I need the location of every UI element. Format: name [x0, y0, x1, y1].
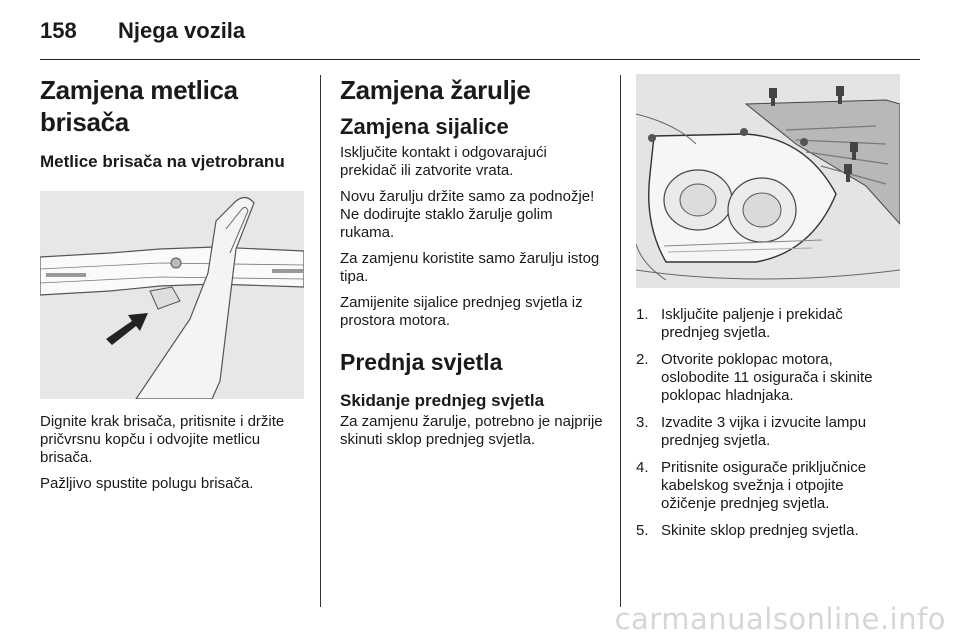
wiper-paragraph-2: Pažljivo spustite polugu brisača. [40, 475, 254, 492]
wiper-blade-drawing [40, 191, 304, 399]
step-text: Izvadite 3 vijka i izvucite lampu prednjeg svjetla. [661, 414, 867, 449]
step-number: 4. [636, 459, 649, 476]
watermark: carmanualsonline.info [614, 602, 946, 636]
step-item [636, 459, 900, 513]
wiper-illustration [40, 191, 304, 399]
step-item [636, 414, 900, 450]
headlight-illustration [636, 74, 900, 288]
bulb-subtitle: Zamjena sijalice [340, 114, 509, 139]
step-text: Skinite sklop prednjeg svjetla. [661, 522, 859, 539]
step-number: 2. [636, 351, 649, 368]
headlight-removal-paragraph: Za zamjenu žarulje, potrebno je najprije skinuti sklop prednjeg svjetla. [340, 413, 603, 448]
step-item [636, 522, 900, 540]
wiper-title: Zamjena metlica brisača [40, 75, 238, 137]
step-number: 5. [636, 522, 649, 539]
headlight-drawing [636, 74, 900, 288]
middle-column [340, 74, 604, 457]
bulb-paragraph-4: Zamijenite sijalice prednjeg svjetla iz prostora motora. [340, 294, 583, 329]
bulb-paragraph-3: Za zamjenu koristite samo žarulju istog tipa. [340, 250, 600, 285]
step-number: 3. [636, 414, 649, 431]
bulb-paragraph-2: Novu žarulju držite samo za podnožje! Ne dodirujte staklo žarulje golim rukama. [340, 188, 595, 241]
page-header [40, 14, 245, 48]
step-number: 1. [636, 306, 649, 323]
page-number: 158 [40, 18, 77, 43]
bulb-title: Zamjena žarulje [340, 75, 531, 105]
headlight-removal-heading: Skidanje prednjeg svjetla [340, 391, 545, 410]
step-text: Isključite paljenje i prekidač prednjeg svjetla. [661, 306, 843, 341]
headlight-steps-list [636, 306, 900, 540]
section-title: Njega vozila [118, 18, 246, 43]
headlights-heading: Prednja svjetla [340, 349, 503, 375]
wiper-subtitle: Metlice brisača na vjetrobranu [40, 152, 285, 171]
column-divider-2 [620, 75, 621, 607]
header-rule [40, 59, 920, 60]
wiper-paragraph-1: Dignite krak brisača, pritisnite i držite pričvrsnu kopču i odvojite metlicu brisača. [40, 413, 285, 466]
bulb-paragraph-1: Isključite kontakt i odgovarajući prekidač ili zatvorite vrata. [340, 144, 547, 179]
step-text: Otvorite poklopac motora, oslobodite 11 osigurača i skinite poklopac hladnjaka. [661, 351, 873, 404]
left-column [40, 74, 304, 501]
right-column [636, 74, 900, 549]
step-item [636, 306, 900, 342]
step-item [636, 351, 900, 405]
column-divider-1 [320, 75, 321, 607]
step-text: Pritisnite osigurače priključnice kabelskog svežnja i otpojite ožičenje prednjeg svjetla. [661, 459, 867, 512]
